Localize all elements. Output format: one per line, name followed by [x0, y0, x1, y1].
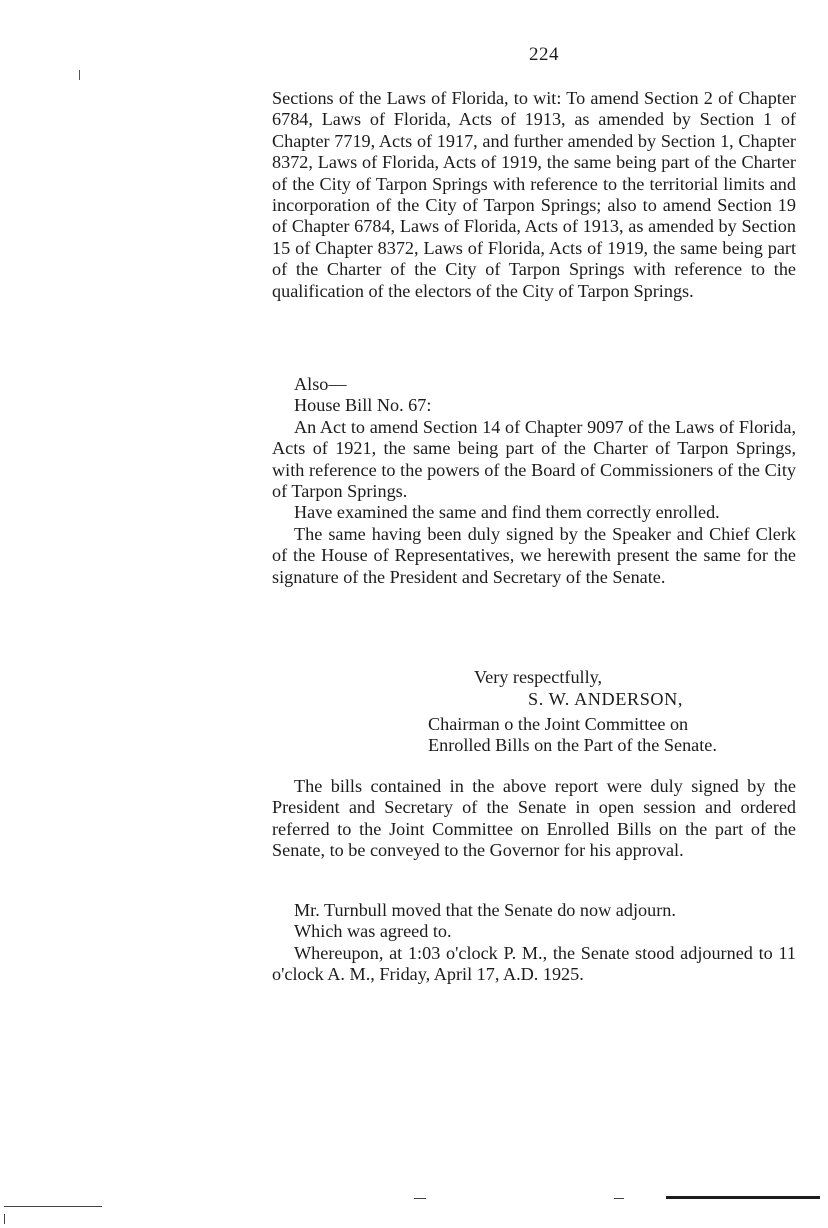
- signature-title-line-1: Chairman o the Joint Committee on: [428, 714, 689, 734]
- margin-mark: [79, 70, 80, 80]
- agreed-line: Which was agreed to.: [294, 921, 452, 942]
- adjourn-motion: Mr. Turnbull moved that the Senate do now adjourn.: [294, 900, 676, 920]
- bills-report-paragraph: The bills contained in the above report were duly signed by the President and Secretary of the Senate in open session and ordered referred to the Joint Committee on Enrolled Bills on the part of the Senate, to be conveyed to the Governor for his approval.: [272, 776, 796, 861]
- signature-name: S. W. ANDERSON,: [528, 689, 684, 709]
- scan-artifact-rule: [614, 1198, 624, 1199]
- intro-paragraph: Sections of the Laws of Florida, to wit: To amend Section 2 of Chapter 6784, Laws of Florida, Acts of 1913, as amended by Section 1 of Chapter 7719, Acts of 1917, and further amended by Section 1, Chapter 8372, Laws of Florida, Acts of 1919, the same being part of the Charter of the City of Tarpon Springs with reference to the territorial limits and incorporation of the City of Tarpon Springs; also to amend Section 19 of Chapter 6784, Laws of Florida, Acts of 1913, as amended by Section 15 of Chapter 8372, Laws of Florida, Acts of 1919, the same being part of the Charter of the City of Tarpon Springs with reference to the qualification of the electors of the City of Tarpon Springs.: [272, 88, 796, 301]
- page-number: 224: [529, 44, 559, 65]
- scan-artifact-rule: [666, 1196, 820, 1199]
- bills-report-block: [272, 776, 796, 862]
- also-label: Also—: [294, 374, 347, 394]
- scan-artifact-rule: [4, 1214, 5, 1224]
- signature-title: [428, 714, 808, 757]
- signed-paragraph: The same having been duly signed by the Speaker and Chief Clerk of the House of Representatives, we herewith present the same for the signature of the President and Secretary of the Senate.: [272, 523, 796, 587]
- adjournment-block: [272, 900, 796, 986]
- whereupon-paragraph: Whereupon, at 1:03 o'clock P. M., the Senate stood adjourned to 11 o'clock A. M., Friday, April 17, A.D. 1925.: [272, 942, 796, 985]
- scan-artifact-rule: [4, 1206, 102, 1207]
- house-bill-block: [272, 374, 796, 588]
- act-paragraph: An Act to amend Section 14 of Chapter 9097 of the Laws of Florida, Acts of 1921, the same being part of the Charter of Tarpon Springs, with reference to the powers of the Board of Commissioners of the City of Tarpon Springs.: [272, 416, 796, 502]
- signature-closing: Very respectfully,: [474, 667, 603, 687]
- signature-title-line-2: Enrolled Bills on the Part of the Senate.: [428, 735, 717, 756]
- intro-paragraph-block: [272, 88, 796, 302]
- scan-artifact-rule: [414, 1198, 426, 1199]
- examined-paragraph: Have examined the same and find them correctly enrolled.: [294, 502, 720, 523]
- house-bill-number: House Bill No. 67:: [294, 395, 432, 416]
